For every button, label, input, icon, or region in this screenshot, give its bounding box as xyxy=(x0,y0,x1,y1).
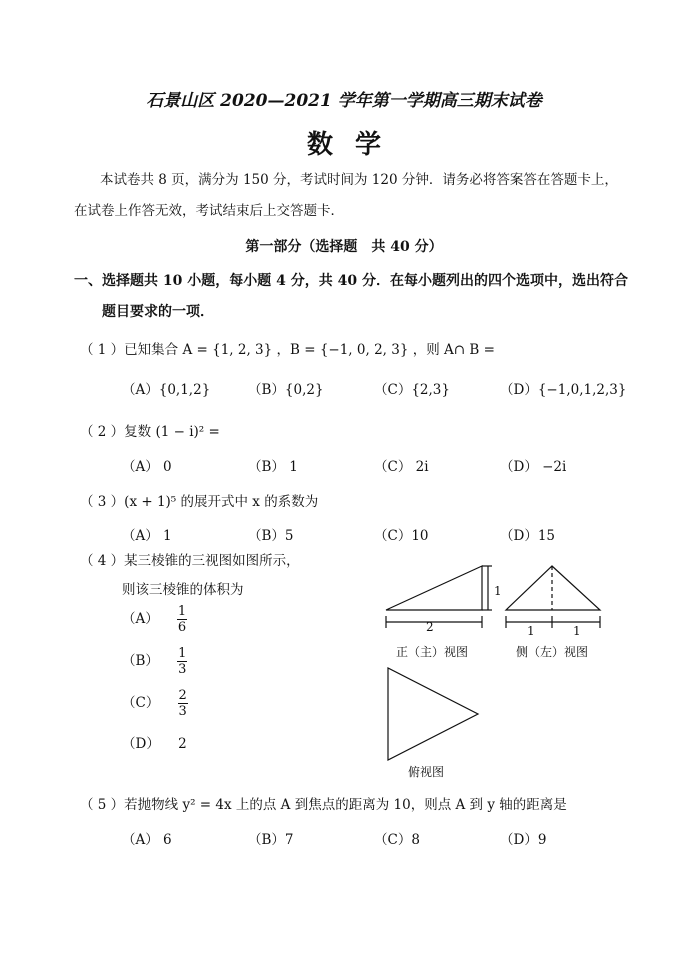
question-4-stem-line-1: （ 4 ）某三棱锥的三视图如图所示， xyxy=(80,553,300,569)
q2-option-d: （D） −2i xyxy=(500,459,567,475)
side-view-triangle xyxy=(506,566,600,610)
question-3-stem: （ 3 ）(x + 1)⁵ 的展开式中 x 的系数为 xyxy=(80,494,319,510)
top-view-caption: 俯视图 xyxy=(408,765,445,779)
q3-option-b: （B）5 xyxy=(248,528,294,544)
front-height-label: 1 xyxy=(494,584,502,598)
q2-option-a: （A） 0 xyxy=(122,459,172,475)
q4-option-c-label: （C） xyxy=(122,695,160,711)
q3-option-d: （D）15 xyxy=(500,528,556,544)
side-right-label: 1 xyxy=(573,624,581,638)
q4-option-b-label: （B） xyxy=(122,653,159,669)
top-view-triangle xyxy=(388,668,478,760)
q1-option-b: （B）{0,2} xyxy=(248,382,324,398)
question-1-stem: （ 1 ）已知集合 A = {1, 2, 3} ，B = {−1, 0, 2, 3} ，则 A∩ B = xyxy=(80,342,495,358)
exam-title: 石景山区 2020—2021 学年第一学期高三期末试卷 xyxy=(146,91,542,111)
fraction-denominator: 3 xyxy=(178,704,187,719)
fraction-numerator: 1 xyxy=(177,604,187,619)
q5-option-d: （D）9 xyxy=(500,832,547,848)
fraction-numerator: 1 xyxy=(178,646,187,661)
q2-option-c: （C） 2i xyxy=(374,459,429,475)
fraction-denominator: 6 xyxy=(177,620,187,635)
q4-option-c xyxy=(122,688,188,719)
front-view-triangle xyxy=(386,566,482,610)
question-2-stem: （ 2 ）复数 (1 − i)² = xyxy=(80,424,220,440)
q5-option-b: （B）7 xyxy=(248,832,294,848)
section-title: 第一部分（选择题 共 40 分） xyxy=(245,239,443,255)
q2-option-b: （B） 1 xyxy=(248,459,298,475)
q1-option-d: （D）{−1,0,1,2,3} xyxy=(500,382,627,398)
front-view xyxy=(386,566,492,628)
q4-option-a xyxy=(122,604,187,635)
q3-option-a: （A） 1 xyxy=(122,528,172,544)
subject-title: 数学 xyxy=(306,130,403,160)
q4-option-b-fraction xyxy=(177,646,187,677)
front-view-caption: 正（主）视图 xyxy=(396,645,469,659)
fraction-numerator: 2 xyxy=(178,688,187,703)
q1-option-c: （C）{2,3} xyxy=(374,382,450,398)
q5-option-a: （A） 6 xyxy=(122,832,172,848)
q1-option-a: （A）{0,1,2} xyxy=(122,382,211,398)
q4-option-d-value: 2 xyxy=(178,736,187,752)
q4-option-c-fraction xyxy=(178,688,188,719)
q4-option-b xyxy=(122,646,187,677)
q4-option-d xyxy=(122,732,187,752)
instruction-line-1: 一、选择题共 10 小题，每小题 4 分，共 40 分．在每小题列出的四个选项中，选出符合 xyxy=(74,273,628,289)
question-4-stem-line-2: 则该三棱锥的体积为 xyxy=(122,582,244,598)
q5-option-c: （C）8 xyxy=(374,832,420,848)
question-5-stem: （ 5 ）若抛物线 y² = 4x 上的点 A 到焦点的距离为 10，则点 A 到 y 轴的距离是 xyxy=(80,797,567,813)
top-view xyxy=(388,668,478,760)
q4-option-a-fraction xyxy=(177,604,187,635)
fraction-denominator: 3 xyxy=(178,662,187,677)
q4-option-a-label: （A） xyxy=(122,611,159,627)
side-left-label: 1 xyxy=(527,624,535,638)
intro-line-1: 本试卷共 8 页，满分为 150 分，考试时间为 120 分钟．请务必将答案答在答题卡上， xyxy=(100,172,618,188)
instruction-line-2: 题目要求的一项． xyxy=(102,304,214,320)
side-view xyxy=(506,566,600,628)
q4-option-d-label: （D） xyxy=(122,736,160,752)
q3-option-c: （C）10 xyxy=(374,528,429,544)
intro-line-2: 在试卷上作答无效，考试结束后上交答题卡． xyxy=(74,203,344,219)
side-view-caption: 侧（左）视图 xyxy=(516,645,589,659)
front-width-label: 2 xyxy=(426,620,434,634)
